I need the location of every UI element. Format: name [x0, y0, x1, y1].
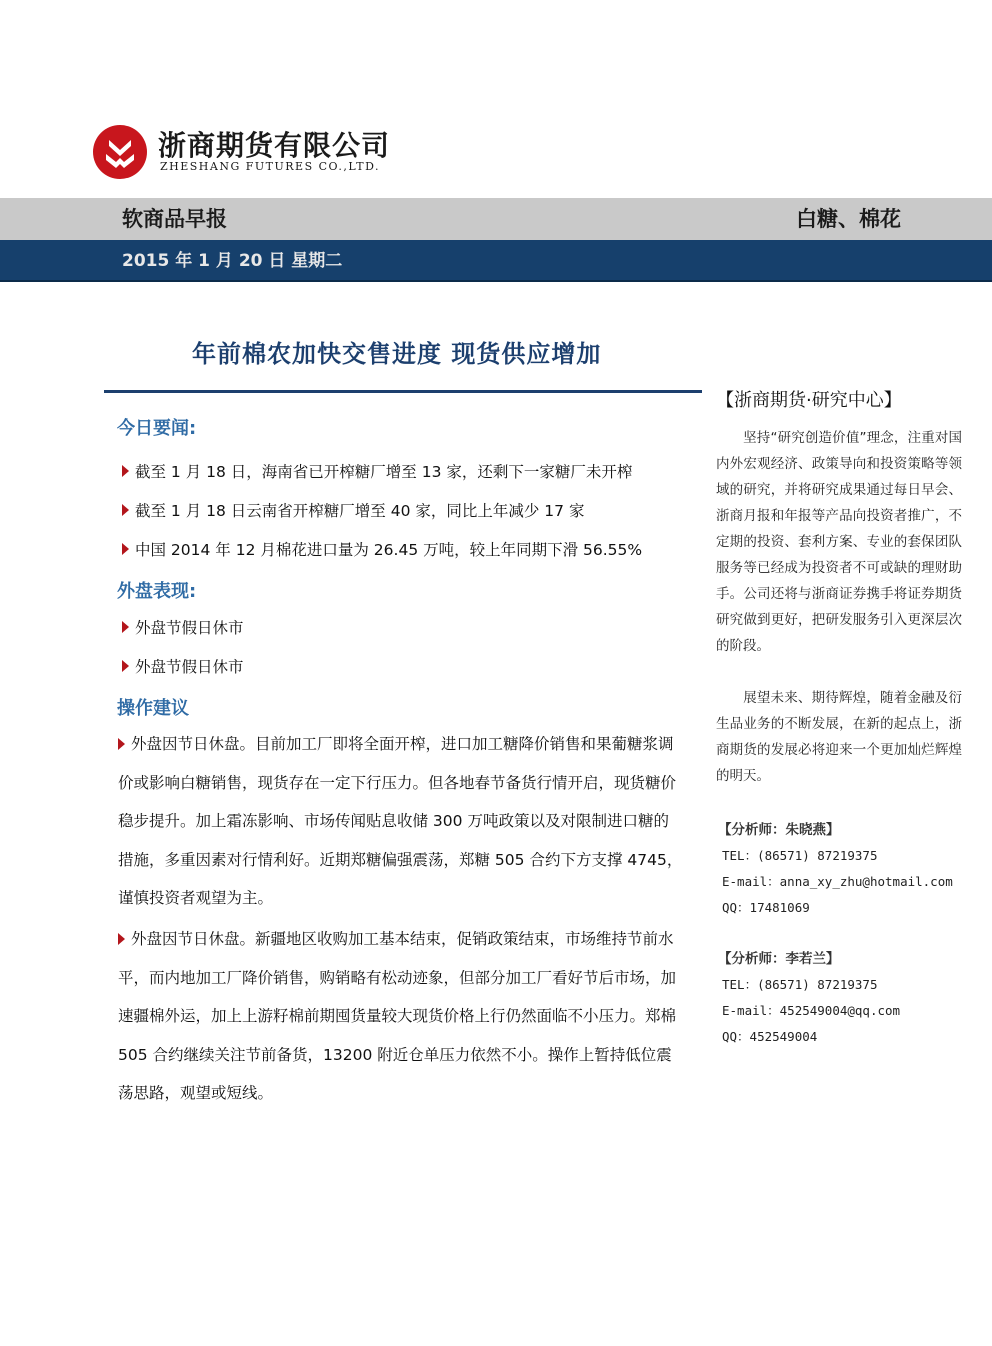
bullet-arrow-icon — [122, 660, 129, 672]
analyst-email[interactable]: E-mail：anna_xy_zhu@hotmail.com — [722, 874, 953, 889]
news-item: 中国 2014 年 12 月棉花进口量为 26.45 万吨，较上年同期下滑 56.55% — [122, 538, 642, 560]
external-item: 外盘节假日休市 — [122, 616, 244, 638]
title-rule — [104, 390, 702, 393]
bullet-arrow-icon — [118, 933, 125, 945]
sidebar-intro: 坚持“研究创造价值”理念，注重对国内外宏观经济、政策导向和投资策略等领域的研究，并将研究成果通过每日早会、浙商月报和年报等产品向投资者推广，不定期的投资、套利方案、专业的套保团队服务等已经成为投资者不可或缺的理财助手。公司还将与浙商证券携手将证券期货研究做到更好，把研发服务引入更深层次的阶段。 — [716, 430, 962, 654]
news-item: 截至 1 月 18 日云南省开榨糖厂增至 40 家，同比上年减少 17 家 — [122, 499, 584, 521]
company-name-en: ZHESHANG FUTURES CO.,LTD. — [160, 160, 381, 173]
company-name-cn: 浙商期货有限公司 — [158, 129, 391, 162]
header-divider — [0, 280, 992, 282]
analyst-tel: TEL：(86571) 87219375 — [722, 977, 878, 992]
report-type: 软商品早报 — [122, 207, 227, 231]
sidebar-heading: 【浙商期货·研究中心】 — [716, 390, 902, 411]
commodities: 白糖、棉花 — [796, 207, 901, 231]
bullet-arrow-icon — [122, 504, 129, 516]
external-item: 外盘节假日休市 — [122, 655, 244, 677]
report-date: 2015 年 1 月 20 日 星期二 — [122, 251, 343, 271]
bullet-arrow-icon — [118, 738, 125, 750]
analyst-name: 【分析师：朱晓燕】 — [718, 822, 840, 838]
analyst-name: 【分析师：李若兰】 — [718, 951, 840, 967]
bullet-arrow-icon — [122, 465, 129, 477]
analyst-email[interactable]: E-mail：452549004@qq.com — [722, 1003, 901, 1018]
company-logo-icon — [92, 124, 148, 180]
section-heading-external: 外盘表现: — [117, 581, 197, 602]
sidebar-outlook: 展望未来、期待辉煌，随着金融及衍生品业务的不断发展，在新的起点上，浙商期货的发展必将迎来一个更加灿烂辉煌的明天。 — [716, 690, 962, 784]
advice-paragraph-cotton: 外盘因节日休盘。新疆地区收购加工基本结束，促销政策结束，市场维持节前水平，而内地加工厂降价销售，购销略有松动迹象，但部分加工厂看好节后市场，加速疆棉外运，加上上游籽棉前期囤货量较大现货价格上行仍然面临不小压力。郑棉 505 合约继续关注节前备货，13200 附近仓单压力依然不小。操作上暂持低位震荡思路，观望或短线。 — [118, 930, 677, 1102]
section-heading-news: 今日要闻: — [117, 418, 197, 439]
report-title: 年前棉农加快交售进度 现货供应增加 — [192, 340, 602, 368]
news-item: 截至 1 月 18 日，海南省已开榨糖厂增至 13 家，还剩下一家糖厂未开榨 — [122, 460, 632, 482]
bullet-arrow-icon — [122, 543, 129, 555]
advice-paragraph-sugar: 外盘因节日休盘。目前加工厂即将全面开榨，进口加工糖降价销售和果葡糖浆调价或影响白糖销售，现货存在一定下行压力。但各地春节备货行情开启，现货糖价稳步提升。加上霜冻影响、市场传闻贴息收储 300 万吨政策以及对限制进口糖的措施，多重因素对行情利好。近期郑糖偏强震荡，郑糖 505 合约下方支撑 4745，谨慎投资者观望为主。 — [118, 735, 683, 907]
analyst-qq: QQ：17481069 — [722, 900, 810, 915]
analyst-tel: TEL：(86571) 87219375 — [722, 848, 878, 863]
bullet-arrow-icon — [122, 621, 129, 633]
analyst-qq: QQ：452549004 — [722, 1029, 818, 1044]
section-heading-advice: 操作建议 — [117, 698, 189, 719]
